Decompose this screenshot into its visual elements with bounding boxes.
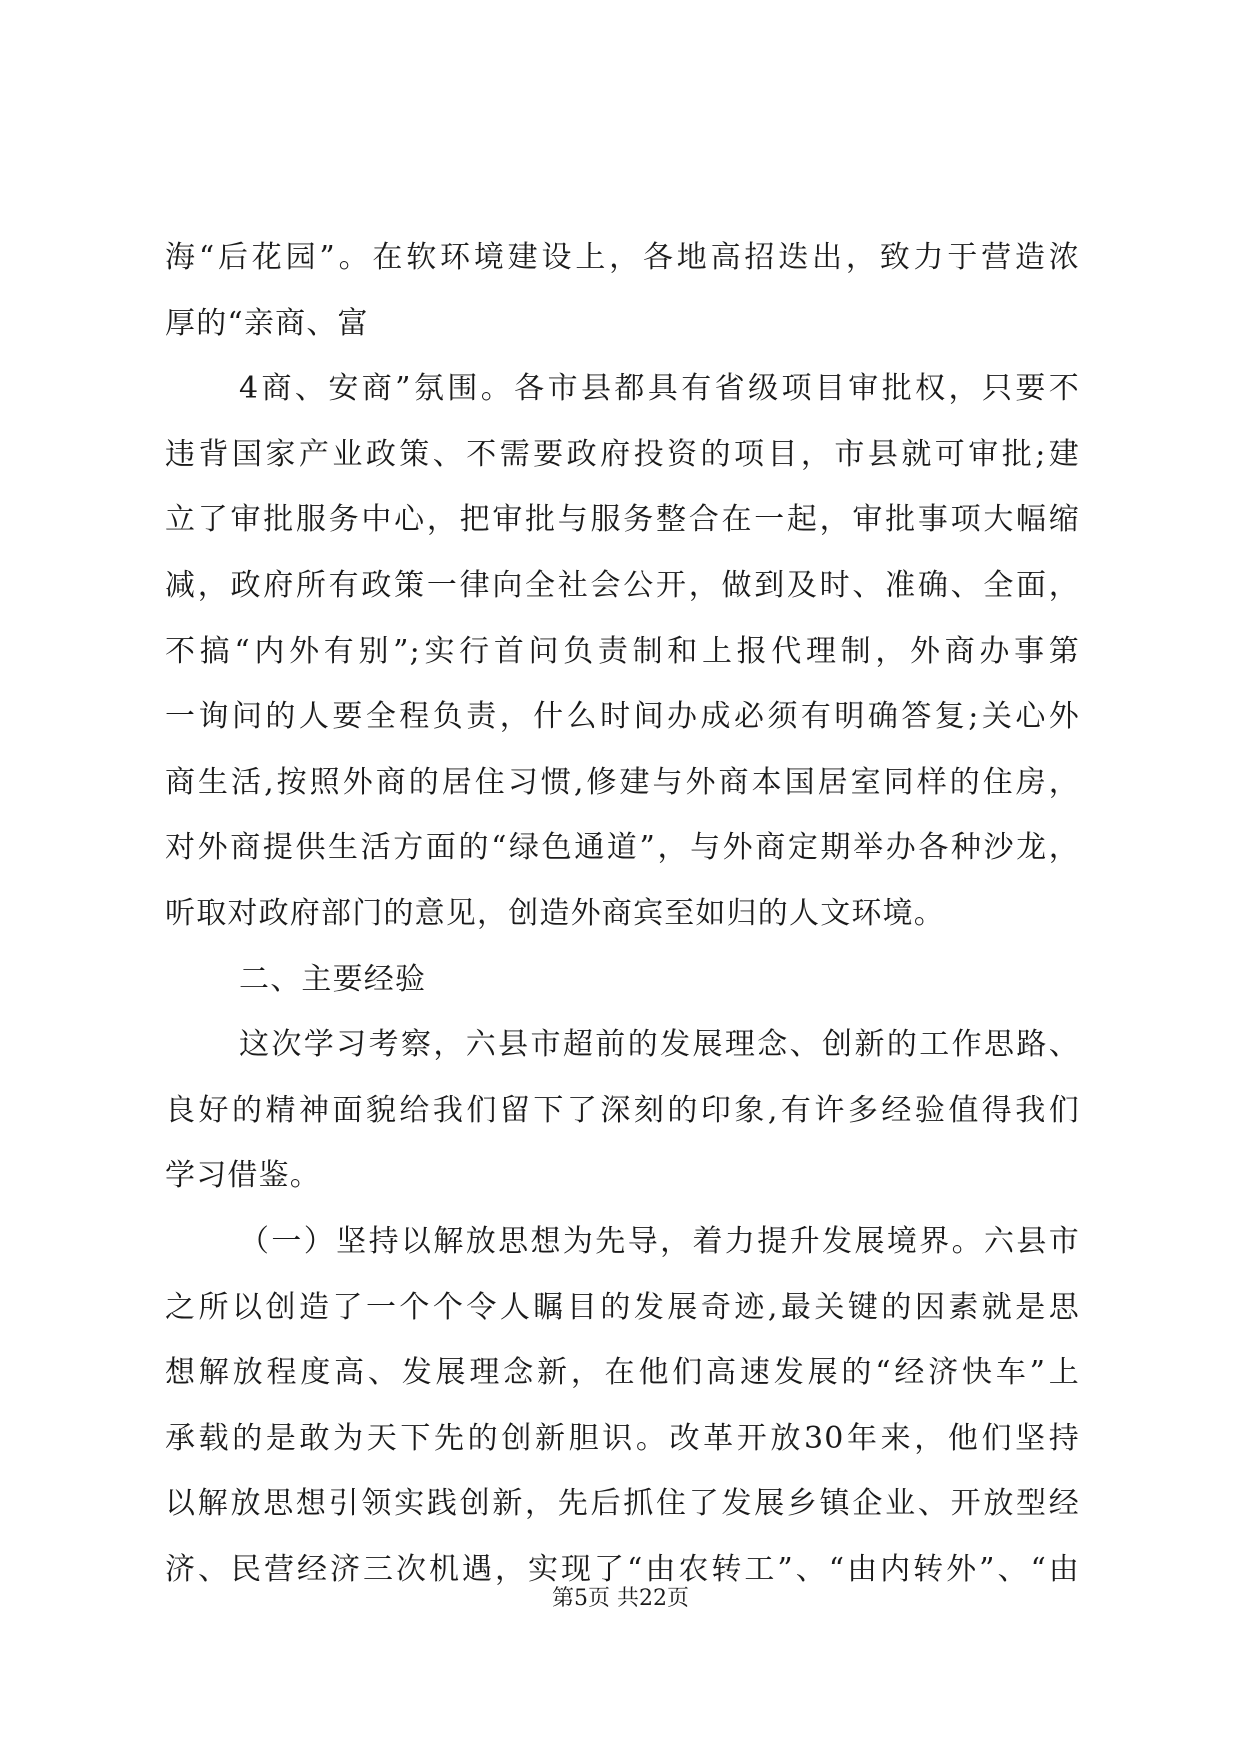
- text-line: 以解放思想引领实践创新，先后抓住了发展乡镇企业、开放型经: [165, 1486, 1080, 1522]
- text-line: 这次学习考察，六县市超前的发展理念、创新的工作思路、: [239, 1027, 1080, 1063]
- text-line: 承载的是敢为天下先的创新胆识。改革开放30年来，他们坚持: [165, 1420, 1080, 1456]
- text-line: 良好的精神面貌给我们留下了深刻的印象,有许多经验值得我们: [165, 1092, 1080, 1128]
- text-line: 之所以创造了一个个令人瞩目的发展奇迹,最关键的因素就是思: [165, 1289, 1080, 1325]
- text-line: 4商、安商”氛围。各市县都具有省级项目审批权，只要不: [239, 371, 1080, 407]
- text-line: 听取对政府部门的意见，创造外商宾至如归的人文环境。: [165, 896, 945, 931]
- text-line: 减，政府所有政策一律向全社会公开，做到及时、准确、全面，: [165, 568, 1080, 603]
- text-line: 不搞“内外有别”;实行首问负责制和上报代理制，外商办事第: [165, 633, 1080, 669]
- text-line: 济、民营经济三次机遇，实现了“由农转工”、“由内转外”、“由: [165, 1552, 1080, 1587]
- text-line: 海“后花园”。在软环境建设上，各地高招迭出，致力于营造浓: [165, 240, 1080, 275]
- text-line: 二、主要经验: [239, 961, 427, 997]
- text-line: 商生活,按照外商的居住习惯,修建与外商本国居室同样的住房，: [165, 764, 1080, 800]
- page-footer: 第5页 共22页: [552, 1586, 689, 1611]
- text-line: 厚的“亲商、富: [165, 305, 369, 341]
- text-line: 学习借鉴。: [165, 1158, 321, 1194]
- text-line: 立了审批服务中心，把审批与服务整合在一起，审批事项大幅缩: [165, 502, 1080, 538]
- text-line: 违背国家产业政策、不需要政府投资的项目，市县就可审批;建: [165, 436, 1080, 472]
- text-line: （一）坚持以解放思想为先导，着力提升发展境界。六县市: [239, 1224, 1080, 1259]
- text-line: 对外商提供生活方面的“绿色通道”，与外商定期举办各种沙龙，: [165, 830, 1080, 866]
- text-line: 一询问的人要全程负责，什么时间办成必须有明确答复;关心外: [165, 699, 1080, 735]
- text-line: 想解放程度高、发展理念新，在他们高速发展的“经济快车”上: [165, 1355, 1080, 1391]
